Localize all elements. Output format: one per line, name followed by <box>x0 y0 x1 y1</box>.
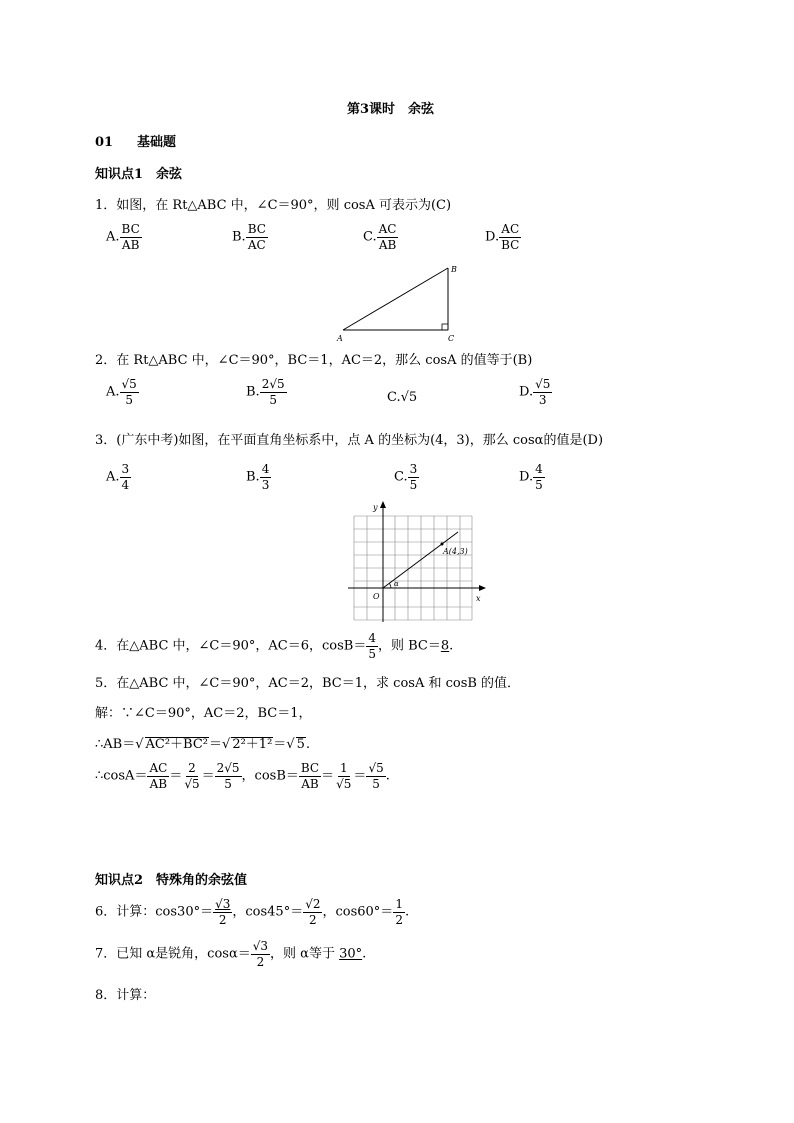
q2-option-b: B. $\frac{2√5}{5}$ <box>246 377 285 407</box>
vertex-c-label: C <box>448 334 455 343</box>
point-a <box>441 543 444 546</box>
q3-option-b: B. $\frac{4}{3}$ <box>246 462 270 492</box>
y-axis-label: y <box>373 503 378 512</box>
page-title: 第3课时 余弦 <box>347 102 435 117</box>
vertex-b-label: B <box>451 265 457 274</box>
question-8-stem: 8．计算： <box>95 988 156 1003</box>
q1-option-b: B. $\frac{BC}{AC}$ <box>232 222 266 252</box>
grid <box>354 516 472 620</box>
origin-label: O <box>373 592 380 601</box>
q1-option-d: D. $\frac{AC}{BC}$ <box>485 222 520 252</box>
angle-alpha-label: α <box>394 580 399 588</box>
knowledge-point-2: 知识点2 特殊角的余弦值 <box>95 873 248 888</box>
coordinate-figure <box>346 498 488 624</box>
q5-solution-line-2: ∴AB＝√ AC²＋BC²＝√ 2²＋1²＝√ 5. <box>95 737 311 752</box>
triangle-figure <box>333 260 463 344</box>
q3-option-d: D. $\frac{4}{5}$ <box>519 462 543 492</box>
knowledge-point-1: 知识点1 余弦 <box>95 167 183 182</box>
q3-option-a: A. $\frac{3}{4}$ <box>106 462 130 492</box>
question-4: 4．在△ABC 中，∠C＝90°，AC＝6，cosB＝ $\frac{4}{5}$ ，则 BC＝8. <box>95 631 454 661</box>
q2-option-c: C.√5 <box>387 390 418 405</box>
q5-solution-line-3: ∴cosA＝ $\frac{AC}{AB}$ ＝ $\frac{2}{√5}$ ＝ $\frac{2√5}{5}$ ，cosB＝ $\frac{BC}{AB}$ ＝ $\frac{1}{√5}$ ＝ $\frac{√5}{5}$ . <box>95 761 390 791</box>
question-2-stem: 2．在 Rt△ABC 中，∠C＝90°，BC＝1，AC＝2，那么 cosA 的值等于(B) <box>95 353 533 368</box>
q1-option-a: A. $\frac{BC}{AB}$ <box>106 222 140 252</box>
triangle-side-ab <box>343 268 448 330</box>
angle-arc <box>390 584 392 589</box>
section-number: 01 <box>95 135 114 150</box>
q1-option-c: C. $\frac{AC}{AB}$ <box>363 222 397 252</box>
question-3-stem: 3．(广东中考)如图，在平面直角坐标系中，点 A 的坐标为(4，3)，那么 cosα的值是(D) <box>95 433 604 448</box>
vertex-a-label: A <box>337 334 343 343</box>
question-5-stem: 5．在△ABC 中，∠C＝90°，AC＝2，BC＝1，求 cosA 和 cosB 的值． <box>95 676 521 691</box>
q4-answer: 8 <box>440 638 450 654</box>
q5-solution-line-1: 解：∵∠C＝90°，AC＝2，BC＝1， <box>95 706 312 721</box>
section-name: 基础题 <box>137 135 177 150</box>
q2-option-d: D. $\frac{√5}{3}$ <box>519 377 551 407</box>
x-axis-label: x <box>476 594 481 603</box>
q7-answer: 30° <box>339 946 363 962</box>
question-7: 7．已知 α是锐角，cosα＝ $\frac{√3}{2}$ ，则 α等于 30°. <box>95 939 367 969</box>
question-1-stem: 1．如图，在 Rt△ABC 中，∠C＝90°，则 cosA 可表示为(C) <box>95 198 452 213</box>
y-axis-arrow <box>380 501 386 508</box>
question-6: 6．计算：cos30°＝ $\frac{√3}{2}$ ，cos45°＝ $\frac{√2}{2}$ ，cos60°＝ $\frac{1}{2}$ . <box>95 897 410 927</box>
q2-option-a: A. $\frac{√5}{5}$ <box>106 377 137 407</box>
x-axis-arrow <box>479 585 486 591</box>
point-a-label: A(4,3) <box>443 547 468 556</box>
right-angle-mark <box>442 324 448 330</box>
q3-option-c: C. $\frac{3}{5}$ <box>394 462 418 492</box>
